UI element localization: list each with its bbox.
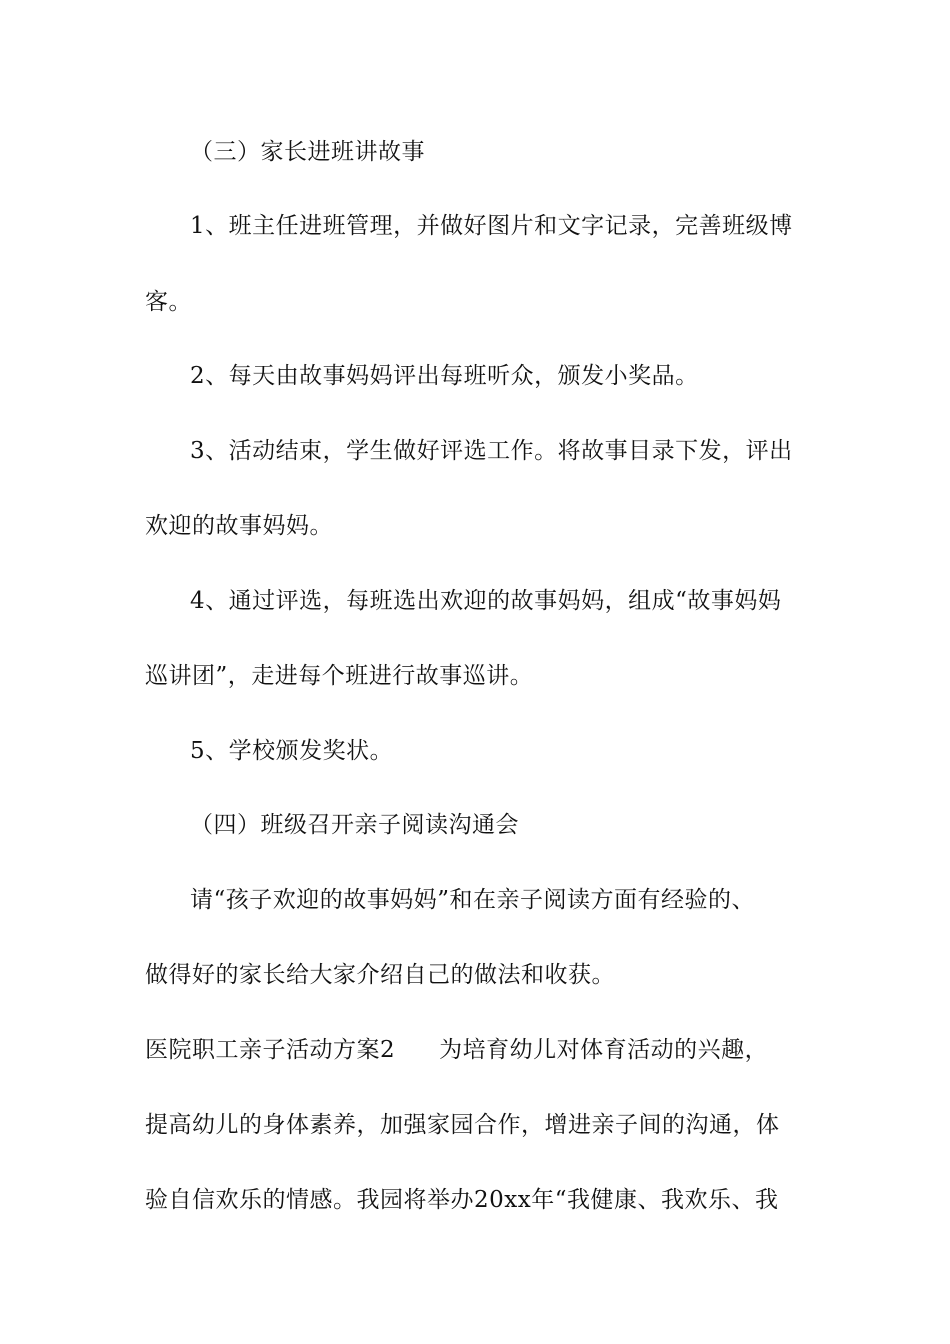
subsection-heading-4: （四）班级召开亲子阅读沟通会 [190,812,519,838]
paragraph-line: 做得好的家长给大家介绍自己的做法和收获。 [145,962,615,988]
paragraph-line: 欢迎的故事妈妈。 [145,513,333,539]
paragraph-line: 巡讲团”，走进每个班进行故事巡讲。 [145,663,534,689]
paragraph-line: 3、活动结束，学生做好评选工作。将故事目录下发，评出 [190,438,793,464]
paragraph-line: 5、学校颁发奖状。 [190,738,394,764]
paragraph-line: 客。 [145,289,192,315]
paragraph-line: 请“孩子欢迎的故事妈妈”和在亲子阅读方面有经验的、 [190,887,756,913]
subsection-heading-3: （三）家长进班讲故事 [190,139,425,165]
paragraph-line: 1、班主任进班管理，并做好图片和文字记录，完善班级博 [190,213,793,239]
paragraph-line: 验自信欢乐的情感。我园将举办20xx年“我健康、我欢乐、我 [145,1187,779,1213]
section-title-line [145,1033,810,1067]
paragraph-line: 4、通过评选，每班选出欢迎的故事妈妈，组成“故事妈妈 [190,588,782,614]
section-first-line: 为培育幼儿对体育活动的兴趣， [439,1037,769,1063]
paragraph-line: 提高幼儿的身体素养，加强家园合作，增进亲子间的沟通，体 [145,1112,780,1138]
section-title: 医院职工亲子活动方案2 [145,1037,396,1063]
paragraph-line: 2、每天由故事妈妈评出每班听众，颁发小奖品。 [190,363,699,389]
